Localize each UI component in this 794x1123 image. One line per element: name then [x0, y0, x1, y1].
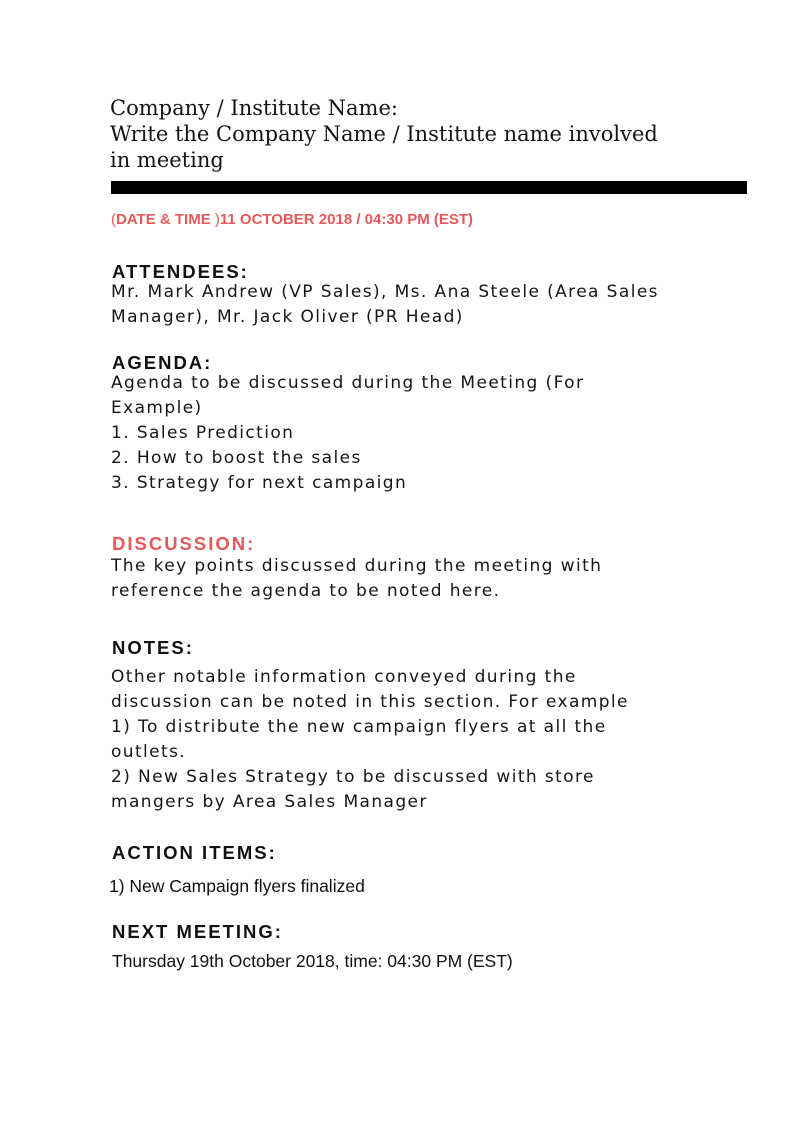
next-meeting-heading: NEXT MEETING:	[112, 921, 283, 942]
attendees-line: Manager), Mr. Jack Oliver (PR Head)	[111, 307, 464, 327]
header-divider	[111, 181, 747, 194]
company-name-line-2: in meeting	[110, 148, 224, 172]
company-label: Company / Institute Name:	[110, 96, 398, 120]
notes-line: 2) New Sales Strategy to be discussed with store	[111, 767, 595, 787]
company-name-line-1: Write the Company Name / Institute name involved	[110, 122, 658, 146]
discussion-text	[111, 554, 602, 604]
agenda-text	[111, 371, 584, 496]
notes-line: 1) To distribute the new campaign flyers at all the	[111, 717, 607, 737]
notes-line: discussion can be noted in this section. For example	[111, 692, 629, 712]
notes-line: Other notable information conveyed during the	[111, 667, 577, 687]
discussion-line: The key points discussed during the meeting with	[111, 556, 603, 576]
discussion-line: reference the agenda to be noted here.	[111, 581, 501, 601]
action-items-heading: ACTION ITEMS:	[112, 842, 277, 863]
attendees-heading: ATTENDEES:	[112, 261, 249, 282]
agenda-line: Agenda to be discussed during the Meeting (For	[111, 373, 585, 393]
date-time-label: DATE & TIME	[116, 211, 211, 228]
agenda-item: 2. How to boost the sales	[111, 448, 362, 468]
agenda-line: Example)	[111, 398, 203, 418]
date-time-line: (DATE & TIME )11 OCTOBER 2018 / 04:30 PM (EST)	[111, 211, 474, 228]
attendees-line: Mr. Mark Andrew (VP Sales), Ms. Ana Steele (Area Sales	[111, 282, 659, 302]
notes-heading: NOTES:	[112, 637, 194, 658]
action-item: 1) New Campaign flyers finalized	[109, 876, 365, 896]
date-time-value: 11 OCTOBER 2018 / 04:30 PM (EST)	[219, 211, 474, 228]
discussion-heading: DISCUSSION:	[112, 533, 256, 554]
notes-line: mangers by Area Sales Manager	[111, 792, 428, 812]
attendees-text	[111, 280, 659, 330]
agenda-heading: AGENDA:	[112, 352, 213, 373]
notes-line: outlets.	[111, 742, 187, 762]
agenda-item: 3. Strategy for next campaign	[111, 473, 408, 493]
notes-text	[111, 665, 629, 815]
company-block	[110, 95, 710, 173]
next-meeting-text: Thursday 19th October 2018, time: 04:30 PM (EST)	[112, 951, 513, 971]
agenda-item: 1. Sales Prediction	[111, 423, 295, 443]
